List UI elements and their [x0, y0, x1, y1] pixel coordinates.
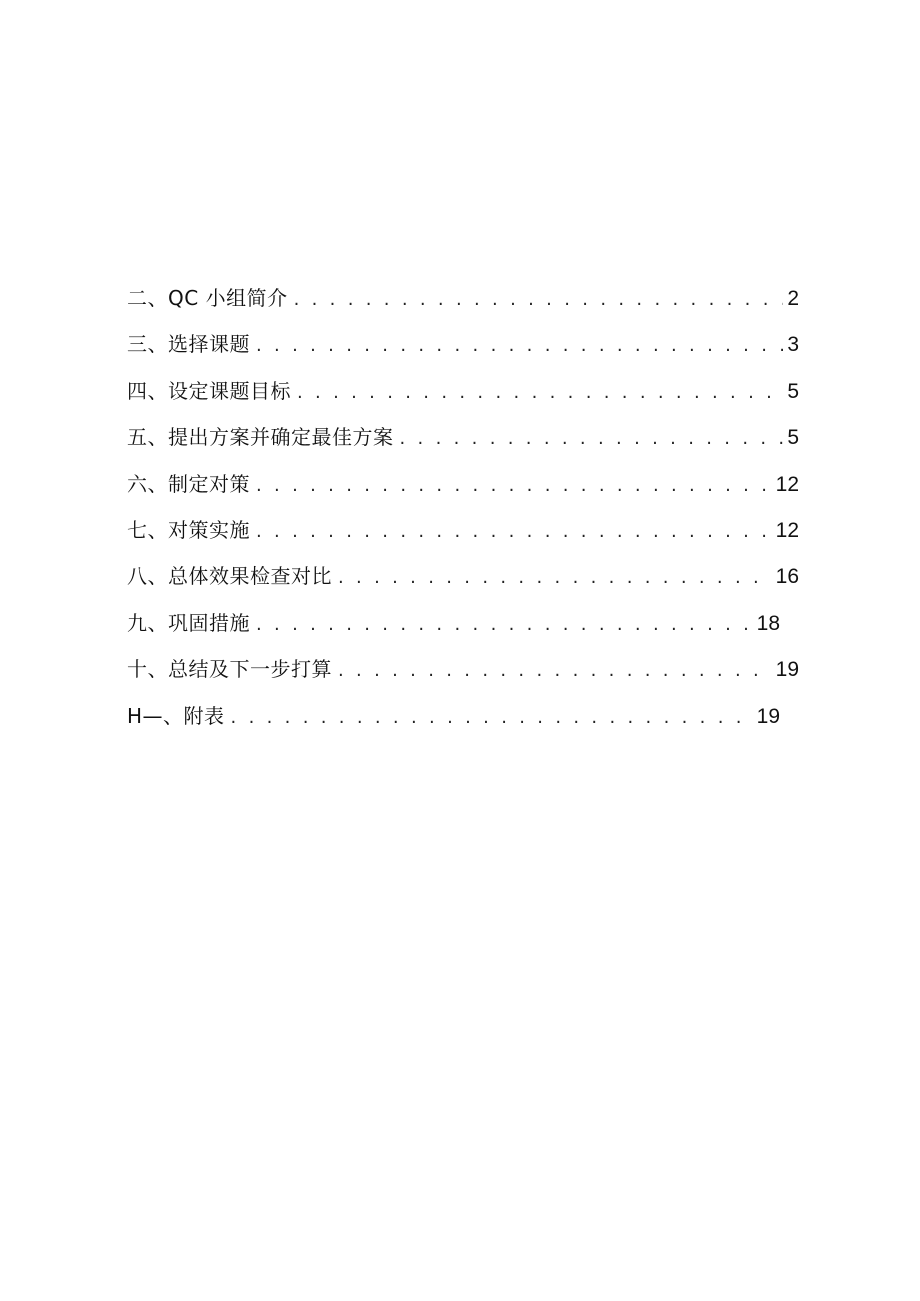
toc-page-number: 3: [787, 333, 799, 357]
dot-leader: [297, 375, 783, 411]
dot-leader: [338, 653, 772, 689]
toc-page-number: 19: [756, 704, 780, 728]
toc-entry-title: 三、选择课题: [127, 332, 250, 357]
toc-page-number: 12: [775, 472, 799, 496]
toc-entry: [127, 326, 799, 372]
toc-entry-title: 六、制定对策: [127, 471, 250, 496]
dot-leader: [256, 514, 772, 550]
toc-entry-title: 八、总体效果检查对比: [127, 564, 332, 589]
toc-page-number: 12: [775, 518, 799, 542]
toc-entry-title: 九、巩固措施: [127, 610, 250, 635]
dot-leader: [256, 607, 753, 643]
toc-entry-title: 四、设定课题目标: [127, 378, 291, 403]
dot-leader: [256, 328, 783, 364]
toc-entry: [127, 419, 799, 465]
toc-entry: [127, 512, 799, 558]
toc-entry: [127, 651, 799, 697]
dot-leader: [256, 468, 772, 504]
toc-entry-title: 二、QC 小组简介: [127, 286, 288, 310]
toc-page-number: 5: [787, 426, 799, 450]
toc-entry-title: 五、提出方案并确定最佳方案: [127, 425, 394, 450]
toc-page-number: 18: [756, 611, 780, 635]
toc-page-number: 16: [775, 565, 799, 589]
toc-entry: [127, 605, 780, 651]
toc-entry: [127, 698, 780, 744]
toc-entry: [127, 373, 799, 419]
toc-entry-title: H—、附表: [127, 703, 225, 728]
toc-page-number: 5: [787, 379, 799, 403]
table-of-contents: [127, 280, 799, 744]
toc-entry-title: 七、对策实施: [127, 517, 250, 542]
dot-leader: [400, 421, 784, 457]
toc-page-number: 19: [775, 658, 799, 682]
toc-entry-title: 十、总结及下一步打算: [127, 657, 332, 682]
toc-page-number: 2: [787, 287, 799, 310]
dot-leader: [294, 282, 784, 318]
dot-leader: [338, 560, 772, 596]
toc-entry: [127, 558, 799, 604]
toc-entry: [127, 280, 799, 326]
dot-leader: [231, 700, 753, 736]
toc-entry: [127, 466, 799, 512]
